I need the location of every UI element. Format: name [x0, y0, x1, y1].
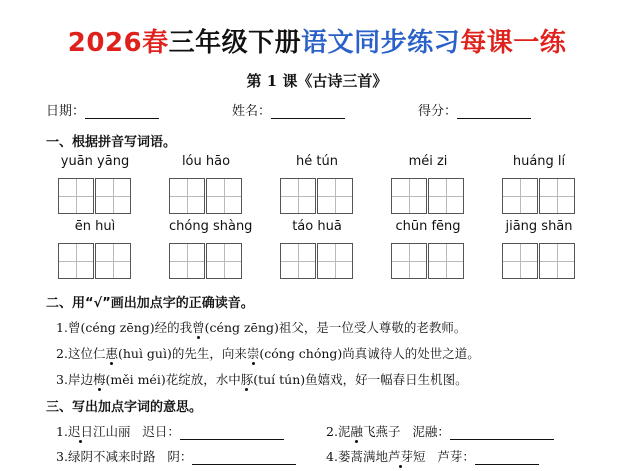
title-lesson-part: 每课一练 [460, 28, 567, 58]
question-text: (huì guì)的先生，向来 [117, 346, 247, 361]
char-box[interactable] [206, 178, 242, 214]
reading-question-1 [56, 318, 466, 336]
score-label: 得分： [418, 104, 458, 119]
pinyin-text: ēn huì [74, 219, 116, 234]
dotted-word: 融 [350, 424, 363, 439]
char-box[interactable] [539, 243, 575, 279]
question-text: 这位仁 [67, 346, 106, 361]
char-box[interactable] [280, 178, 316, 214]
char-box[interactable] [169, 178, 205, 214]
name-blank[interactable] [271, 104, 345, 119]
date-field[interactable] [46, 100, 159, 119]
char-box[interactable] [95, 178, 131, 214]
question-number: 3. [56, 372, 68, 387]
info-row [0, 100, 634, 120]
pinyin-text: chūn fēng [395, 219, 461, 234]
char-box[interactable] [317, 243, 353, 279]
question-text: (tuí tún)鱼嬉戏，好一幅春日生机图。 [253, 372, 468, 387]
section2-heading: 二、用“√”画出加点字的正确读音。 [46, 296, 254, 311]
section3-heading: 三、写出加点字词的意思。 [46, 400, 203, 415]
pinyin-text: chóng shàng [169, 219, 253, 234]
meaning-question-1 [56, 422, 284, 440]
lesson-subtitle: 第 1 课《古诗三首》 [246, 72, 388, 90]
reading-question-2 [56, 344, 480, 362]
question-text: 江山丽 [92, 424, 131, 439]
meaning-question-2 [326, 422, 554, 440]
dotted-word: 迟日 [67, 424, 93, 439]
question-number: 2. [326, 424, 338, 439]
pinyin-text: táo huā [292, 219, 342, 234]
title-subject-part: 语文同步练习 [301, 28, 461, 58]
pinyin-cell [280, 218, 354, 279]
answer-label: 迟日： [142, 424, 180, 439]
question-number: 1. [56, 424, 68, 439]
char-box[interactable] [502, 178, 538, 214]
char-box[interactable] [391, 178, 427, 214]
char-box[interactable] [317, 178, 353, 214]
pinyin-text: yuān yāng [60, 154, 130, 169]
score-blank[interactable] [457, 104, 531, 119]
title-grade-part: 三年级下册 [168, 28, 302, 58]
pinyin-cell [169, 153, 243, 214]
char-box[interactable] [391, 243, 427, 279]
answer-label: 芦芽： [437, 449, 475, 464]
worksheet-title [0, 22, 634, 59]
char-box[interactable] [206, 243, 242, 279]
question-text: 岸边 [67, 372, 93, 387]
writing-boxes[interactable] [391, 243, 465, 279]
pinyin-text: lóu hāo [181, 154, 231, 169]
writing-boxes[interactable] [280, 178, 354, 214]
pinyin-cell [169, 218, 253, 279]
pinyin-text: méi zi [408, 154, 448, 169]
score-field[interactable] [418, 100, 531, 119]
question-text: (měi méi)花绽放，水中 [105, 372, 241, 387]
answer-blank[interactable] [192, 450, 296, 465]
dotted-char: 惠 [105, 346, 118, 361]
question-text: 绿阴不减来时路 [67, 449, 156, 464]
char-box[interactable] [502, 243, 538, 279]
pinyin-cell [502, 153, 576, 214]
dotted-char: 曾 [192, 320, 205, 335]
pinyin-cell [280, 153, 354, 214]
writing-boxes[interactable] [391, 178, 465, 214]
question-text: 飞燕子 [362, 424, 401, 439]
title-year-part: 2026春 [67, 28, 169, 58]
question-text: 泥 [337, 424, 351, 439]
date-blank[interactable] [85, 104, 159, 119]
date-label: 日期： [46, 104, 86, 119]
question-text: (céng zēng)祖父，是一位受人尊敬的老教师。 [204, 320, 467, 335]
char-box[interactable] [280, 243, 316, 279]
meaning-question-3 [56, 447, 296, 465]
char-box[interactable] [169, 243, 205, 279]
writing-boxes[interactable] [280, 243, 354, 279]
answer-label: 阴： [167, 449, 193, 464]
question-number: 1. [56, 320, 68, 335]
pinyin-cell [58, 218, 132, 279]
question-text: (cóng chóng)尚真诚待人的处世之道。 [259, 346, 480, 361]
meaning-question-4 [326, 447, 539, 465]
name-label: 姓名： [232, 104, 272, 119]
question-number: 2. [56, 346, 68, 361]
pinyin-cell [391, 218, 465, 279]
answer-label: 泥融： [412, 424, 450, 439]
writing-boxes[interactable] [169, 243, 243, 279]
pinyin-cell [502, 218, 576, 279]
pinyin-cell [58, 153, 132, 214]
char-box[interactable] [539, 178, 575, 214]
char-box[interactable] [428, 243, 464, 279]
writing-boxes[interactable] [58, 178, 132, 214]
question-text: 短 [412, 449, 426, 464]
char-box[interactable] [58, 243, 94, 279]
section1-heading: 一、根据拼音写词语。 [46, 135, 177, 150]
dotted-word: 芦芽 [387, 449, 413, 464]
dotted-char: 崇 [246, 346, 260, 361]
question-text: 曾(céng zēng)经的我 [67, 320, 193, 335]
dotted-char: 豚 [240, 372, 254, 387]
writing-boxes[interactable] [502, 243, 576, 279]
answer-blank[interactable] [450, 425, 554, 440]
char-box[interactable] [428, 178, 464, 214]
writing-boxes[interactable] [169, 178, 243, 214]
dotted-char: 梅 [92, 372, 106, 387]
writing-boxes[interactable] [58, 243, 132, 279]
answer-blank[interactable] [180, 425, 284, 440]
char-box[interactable] [95, 243, 131, 279]
name-field[interactable] [232, 100, 345, 119]
question-number: 4. [326, 449, 338, 464]
pinyin-text: hé tún [296, 154, 338, 169]
pinyin-text: huáng lí [512, 154, 566, 169]
answer-blank[interactable] [475, 450, 539, 465]
pinyin-text: jiāng shān [505, 219, 573, 234]
question-text: 蒌蒿满地 [337, 449, 388, 464]
pinyin-cell [391, 153, 465, 214]
writing-boxes[interactable] [502, 178, 576, 214]
char-box[interactable] [58, 178, 94, 214]
question-number: 3. [56, 449, 68, 464]
reading-question-3 [56, 370, 468, 388]
